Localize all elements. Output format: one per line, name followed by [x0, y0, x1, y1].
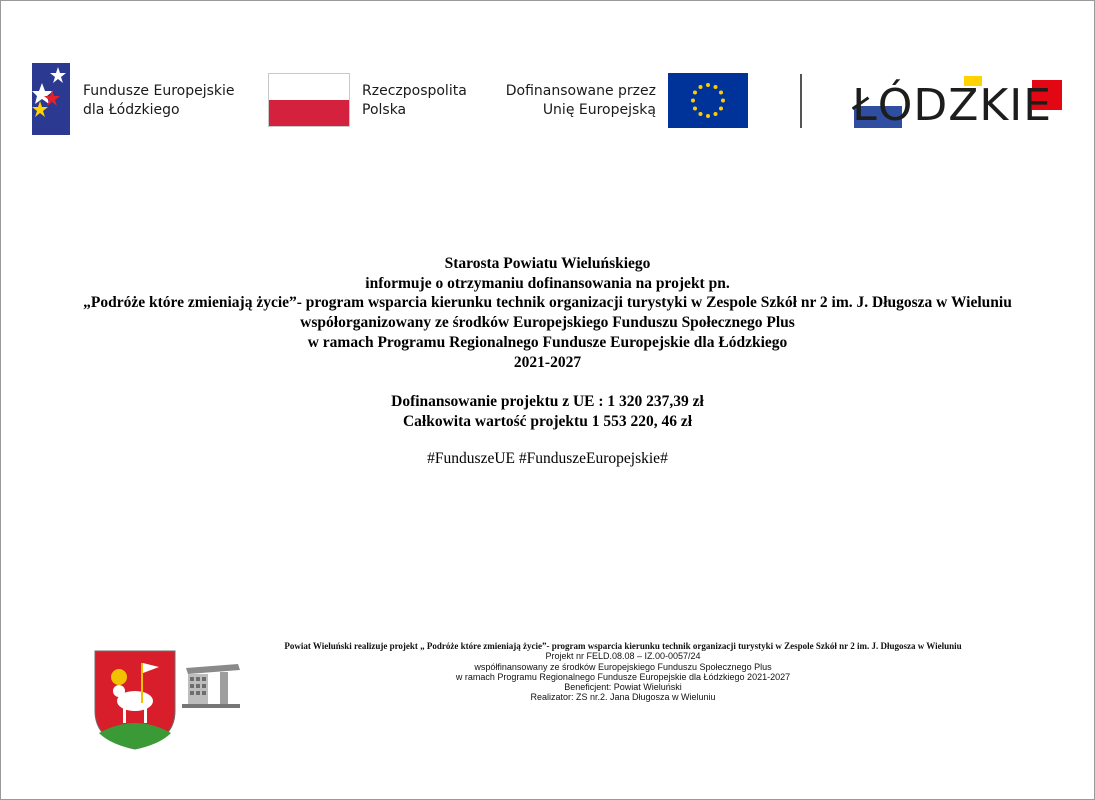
eu-logo-line1: Dofinansowane przez	[505, 83, 656, 99]
eu-flag-icon	[668, 73, 748, 128]
hashtags: #FunduszeUE #FunduszeEuropejskie#	[427, 449, 668, 467]
rp-logo-line2: Polska	[362, 102, 407, 118]
rp-logo	[268, 73, 478, 129]
announcement	[0, 254, 1095, 468]
announcement-line-programme: w ramach Programu Regionalnego Fundusze Europejskie dla Łódzkiego	[307, 333, 788, 351]
monument-icon	[180, 664, 242, 710]
wielun-coat-of-arms-icon	[93, 649, 177, 751]
fe-logo-line2: dla Łódzkiego	[83, 102, 180, 118]
eu-logo	[500, 73, 750, 129]
eu-funding-amount: Dofinansowanie projektu z UE : 1 320 237,39 zł	[391, 393, 704, 411]
announcement-line-cofinanced: współorganizowany ze środków Europejskiego Funduszu Społecznego Plus	[300, 314, 795, 332]
rp-logo-line1: Rzeczpospolita	[362, 83, 467, 99]
total-project-value: Całkowita wartość projektu 1 553 220, 46 zł	[402, 412, 693, 430]
announcement-line-years: 2021-2027	[513, 353, 582, 371]
footer-lead: Powiat Wieluński realizuje projekt „ Podróże które zmieniają życie”- program wsparcia kierunku technik organizacji turystyki w Zespole Szkół nr 2 im. J. Długosza w Wieluniu	[284, 641, 962, 651]
logo-divider	[800, 74, 802, 128]
footer-project-number: Projekt nr FELD.08.08 – IZ.00-0057/24	[545, 651, 701, 662]
footer-beneficiary: Beneficjent: Powiat Wieluński	[564, 682, 682, 693]
fe-logo-line1: Fundusze Europejskie	[83, 83, 235, 99]
poland-flag-icon	[268, 73, 350, 127]
project-title: „Podróże które zmieniają życie”- program wsparcia kierunku technik organizacji turystyki w Zespole Szkół nr 2 im. J. Długosza w Wieluniu	[83, 294, 1012, 312]
footer-info	[257, 641, 989, 703]
footer-implementer: Realizator: ZS nr.2. Jana Długosza w Wieluniu	[530, 692, 716, 703]
fe-logo	[32, 63, 242, 135]
announcement-line-informs: informuje o otrzymaniu dofinansowania na projekt pn.	[365, 274, 730, 292]
lodzkie-logo	[852, 76, 1067, 130]
fe-star-logo-icon	[32, 63, 72, 135]
footer-cofinanced: współfinansowany ze środków Europejskiego Funduszu Społecznego Plus	[474, 661, 772, 672]
svg-text:ŁÓDZKIE: ŁÓDZKIE	[852, 80, 1053, 130]
announcement-line-starosta: Starosta Powiatu Wieluńskiego	[444, 255, 651, 272]
eu-logo-line2: Unię Europejską	[542, 102, 656, 118]
footer-programme: w ramach Programu Regionalnego Fundusze Europejskie dla Łódzkiego 2021-2027	[455, 671, 791, 682]
lodzkie-logo-icon	[852, 76, 1067, 130]
